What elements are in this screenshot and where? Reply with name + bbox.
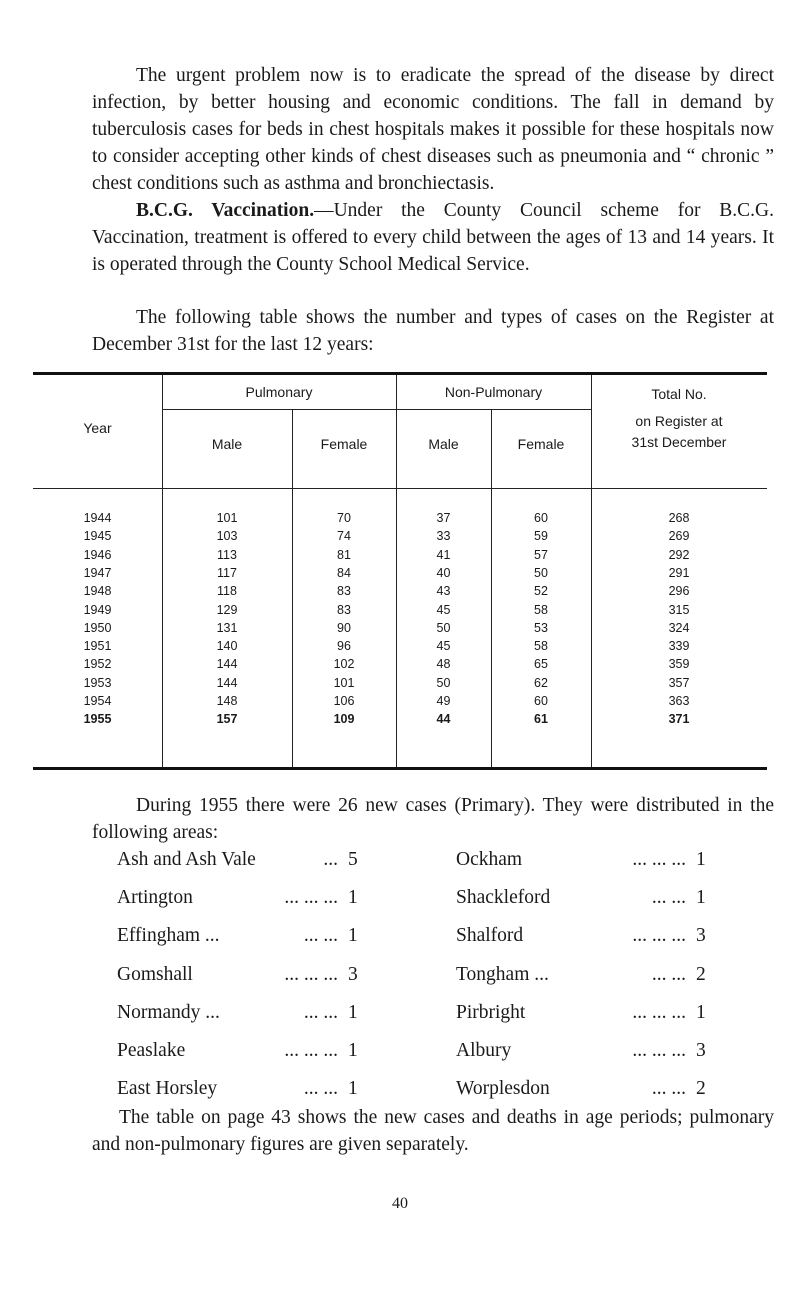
cell-pulmonary-female: 83 — [337, 602, 351, 617]
area-leader-dots: ... ... ... — [284, 887, 338, 909]
bcg-heading: B.C.G. Vaccination. — [136, 200, 315, 221]
cell-pulmonary-male: 157 — [216, 712, 238, 727]
area-name: Ash and Ash Vale — [117, 849, 256, 870]
area-name: Ockham — [456, 849, 523, 870]
page-number: 40 — [392, 1195, 408, 1212]
cell-pulmonary-female: 102 — [333, 657, 355, 672]
cell-year: 1947 — [83, 565, 112, 580]
cell-pulmonary-male: 148 — [216, 694, 238, 708]
cell-year: 1954 — [83, 694, 112, 708]
cell-pulmonary-female: 101 — [333, 675, 355, 690]
area-leader-dots: ... ... ... — [284, 1040, 338, 1061]
header-total-line3: 31st December — [631, 434, 727, 450]
cell-non-pulmonary-male: 33 — [436, 529, 451, 544]
area-leader-dots: ... ... — [303, 1078, 338, 1100]
cell-pulmonary-female: 109 — [333, 712, 355, 727]
area-name: Peaslake — [117, 1040, 186, 1061]
cell-year: 1944 — [83, 511, 112, 525]
area-count: 3 — [696, 1040, 706, 1061]
cell-year: 1953 — [83, 675, 112, 690]
area-leader-dots: ... ... — [651, 887, 686, 909]
cell-total: 339 — [668, 639, 690, 654]
cell-year: 1955 — [83, 712, 112, 727]
area-name: Albury — [456, 1040, 512, 1061]
area-count: 1 — [348, 1078, 358, 1100]
cell-total: 371 — [668, 712, 690, 727]
header-pulmonary: Pulmonary — [245, 384, 313, 400]
area-count: 3 — [696, 925, 706, 947]
cell-non-pulmonary-female: 59 — [534, 529, 548, 544]
area-leader-dots: ... ... ... — [632, 1040, 686, 1061]
cell-non-pulmonary-male: 41 — [436, 547, 451, 562]
cell-total: 359 — [668, 657, 690, 672]
cell-pulmonary-male: 140 — [216, 639, 238, 654]
intro-paragraph: The urgent problem now is to eradicate the spread of the disease by direct infection, by better housing and economic conditions. The fall in demand by tuberculosis cases for beds in chest hospitals makes it possible for these hospitals now to consider accepting other kinds of chest diseases such as pneumonia and “ chronic ” chest conditions such as asthma and bronchiectasis. — [92, 65, 774, 194]
cell-pulmonary-male: 118 — [217, 584, 237, 599]
cell-year: 1949 — [83, 602, 112, 617]
area-count: 2 — [696, 1078, 706, 1100]
header-pulmonary-male: Male — [211, 436, 243, 452]
cell-total: 363 — [668, 694, 690, 708]
cell-non-pulmonary-male: 45 — [436, 639, 451, 654]
cell-non-pulmonary-male: 44 — [436, 712, 451, 727]
cell-pulmonary-female: 74 — [337, 529, 351, 544]
cell-total: 324 — [668, 620, 690, 635]
cell-non-pulmonary-male: 50 — [436, 620, 451, 635]
area-count: 1 — [348, 1001, 358, 1023]
cell-pulmonary-female: 70 — [337, 511, 351, 525]
area-name: Worplesdon — [456, 1078, 550, 1100]
cell-total: 269 — [668, 529, 690, 544]
cell-non-pulmonary-male: 43 — [436, 584, 451, 599]
cell-non-pulmonary-female: 62 — [534, 675, 548, 690]
area-count: 1 — [348, 925, 358, 947]
cell-year: 1948 — [83, 584, 112, 599]
area-leader-dots: ... ... ... — [632, 1001, 686, 1023]
area-count: 2 — [696, 963, 706, 985]
cell-total: 296 — [668, 584, 690, 599]
area-count: 5 — [348, 849, 358, 870]
area-count: 3 — [348, 963, 358, 985]
cell-non-pulmonary-female: 58 — [534, 639, 548, 654]
area-leader-dots: ... ... ... — [632, 925, 686, 947]
cell-non-pulmonary-male: 49 — [436, 694, 451, 708]
area-leader-dots: ... ... — [651, 1078, 686, 1100]
cell-year: 1951 — [83, 639, 112, 654]
area-name: Shackleford — [456, 887, 551, 909]
cell-pulmonary-female: 83 — [337, 584, 351, 599]
area-leader-dots: ... ... — [303, 1001, 338, 1023]
cell-pulmonary-female: 106 — [333, 694, 355, 708]
table-intro-paragraph: The following table shows the number and types of cases on the Register at December 31st for the last 12 years: — [92, 307, 774, 355]
cell-year: 1952 — [83, 657, 112, 672]
cell-pulmonary-male: 103 — [216, 529, 238, 544]
area-name: Normandy ... — [117, 1001, 220, 1023]
cell-non-pulmonary-male: 48 — [436, 657, 451, 672]
cell-non-pulmonary-female: 52 — [534, 584, 548, 599]
cell-non-pulmonary-female: 65 — [534, 657, 548, 672]
new-cases-paragraph: During 1955 there were 26 new cases (Primary). They were distributed in the following areas: — [92, 795, 774, 843]
area-count: 1 — [696, 1001, 706, 1023]
cell-pulmonary-male: 101 — [216, 511, 238, 525]
cell-non-pulmonary-female: 61 — [534, 712, 548, 727]
cell-pulmonary-male: 113 — [217, 547, 237, 562]
area-leader-dots: ... ... ... — [632, 849, 686, 870]
header-non-pulmonary: Non-Pulmonary — [444, 384, 543, 400]
area-leader-dots: ... ... — [303, 925, 338, 947]
area-name: Artington — [117, 887, 193, 909]
cell-non-pulmonary-female: 53 — [534, 620, 548, 635]
cell-pulmonary-male: 129 — [216, 602, 238, 617]
header-non-pulmonary-male: Male — [428, 436, 459, 452]
area-name: East Horsley — [117, 1078, 218, 1100]
cell-non-pulmonary-female: 50 — [534, 565, 548, 580]
cell-non-pulmonary-male: 45 — [436, 602, 451, 617]
area-name: Gomshall — [117, 963, 193, 985]
bcg-paragraph — [92, 197, 774, 278]
cell-non-pulmonary-male: 50 — [436, 675, 451, 690]
cell-total: 268 — [668, 511, 690, 525]
area-leader-dots: ... ... ... — [284, 963, 338, 985]
closing-text: The table on page 43 shows the new cases and deaths in age periods; pulmonary and non-pulmonary figures are given separately. — [92, 1107, 774, 1155]
cell-total: 291 — [668, 565, 690, 580]
bcg-body: —Under the County Council scheme for B.C.G. Vaccination, treatment is offered to every child between the ages of 13 and 14 years. It is operated through the County School Medical Service. — [92, 200, 774, 275]
cell-pulmonary-female: 90 — [337, 620, 351, 635]
area-name: Tongham ... — [456, 963, 549, 985]
area-count: 1 — [348, 887, 358, 909]
cell-non-pulmonary-female: 60 — [534, 694, 548, 708]
cell-year: 1945 — [83, 529, 112, 544]
cell-non-pulmonary-female: 58 — [534, 602, 548, 617]
header-year: Year — [83, 420, 112, 436]
area-name: Effingham ... — [117, 925, 220, 947]
cell-pulmonary-male: 117 — [217, 565, 237, 580]
cell-pulmonary-female: 96 — [337, 639, 351, 654]
register-table — [33, 372, 767, 770]
cell-non-pulmonary-male: 40 — [436, 565, 451, 580]
cell-pulmonary-male: 144 — [216, 657, 238, 672]
cell-pulmonary-male: 131 — [216, 620, 238, 635]
area-leader-dots: ... — [323, 849, 338, 870]
header-pulmonary-female: Female — [320, 436, 368, 452]
cell-total: 315 — [668, 602, 690, 617]
header-non-pulmonary-female: Female — [517, 436, 565, 452]
area-count: 1 — [696, 849, 706, 870]
cell-total: 292 — [668, 547, 690, 562]
cell-total: 357 — [668, 675, 690, 690]
area-name: Pirbright — [456, 1001, 526, 1023]
area-leader-dots: ... ... — [651, 963, 686, 985]
cell-pulmonary-female: 81 — [337, 547, 351, 562]
cell-non-pulmonary-male: 37 — [436, 511, 451, 525]
area-count: 1 — [348, 1040, 358, 1061]
area-name: Shalford — [456, 925, 524, 947]
closing-paragraph — [92, 1104, 774, 1158]
header-total-line1: Total No. — [651, 386, 707, 402]
cell-non-pulmonary-female: 60 — [534, 511, 548, 525]
cell-pulmonary-female: 84 — [337, 565, 351, 580]
cell-year: 1950 — [83, 620, 112, 635]
area-count: 1 — [696, 887, 706, 909]
cell-pulmonary-male: 144 — [216, 675, 238, 690]
cell-year: 1946 — [83, 547, 112, 562]
header-total-line2: on Register at — [635, 413, 723, 429]
cell-non-pulmonary-female: 57 — [534, 547, 548, 562]
